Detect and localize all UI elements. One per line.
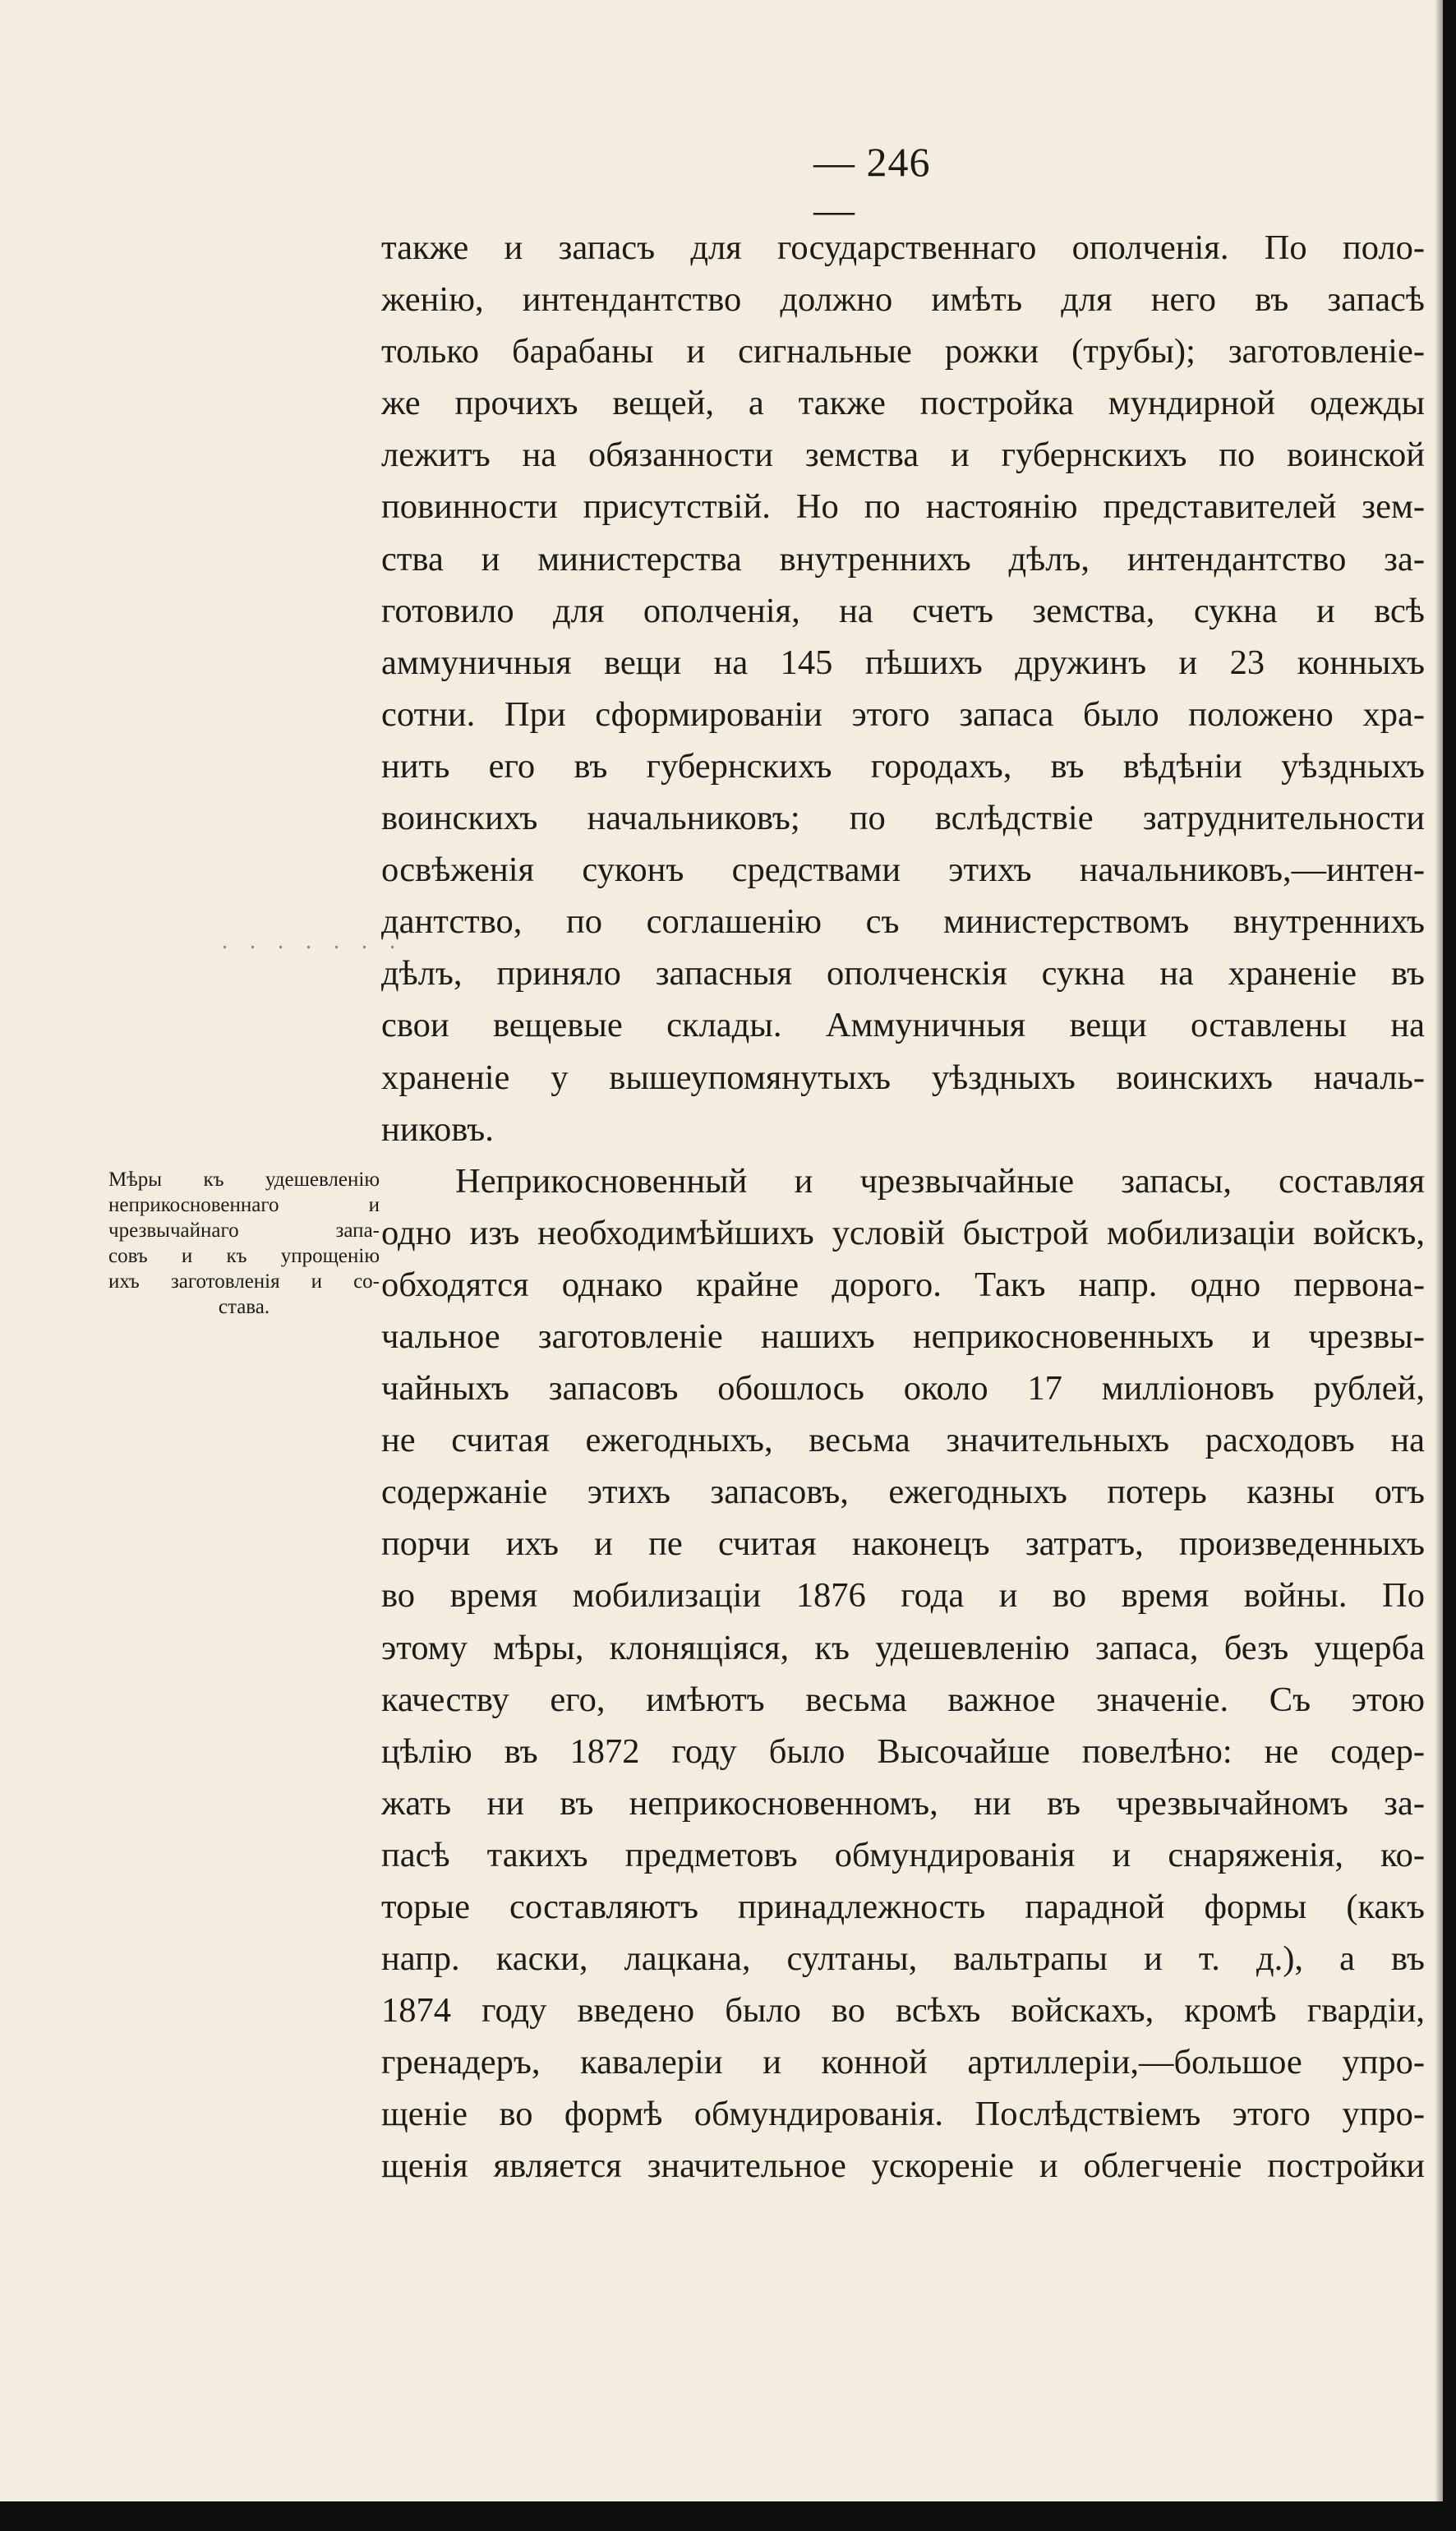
body-text bbox=[381, 222, 1425, 2192]
text-line: не считая ежегодныхъ, весьма значительныхъ расходовъ на bbox=[381, 1421, 1425, 1460]
text-line: лежитъ на обязанности земства и губернскихъ по воинской bbox=[381, 436, 1425, 475]
text-line: чальное заготовленіе нашихъ неприкосновенныхъ и чрезвы- bbox=[381, 1316, 1425, 1356]
text-line: дѣлъ, приняло запасныя ополченскія сукна на храненіе въ bbox=[381, 954, 1425, 993]
text-line: освѣженія суконъ средствами этихъ начальниковъ,—интен- bbox=[381, 851, 1425, 890]
page-number: — 246 — bbox=[813, 139, 931, 233]
margin-note-line: ихъ заготовленія и со- bbox=[108, 1270, 380, 1293]
text-line: обходятся однако крайне дорого. Такъ напр. одно первона- bbox=[381, 1265, 1425, 1304]
margin-note-line: става. bbox=[218, 1296, 270, 1318]
text-line: напр. каски, лацкана, султаны, вальтрапы и т. д.), а въ bbox=[381, 1939, 1425, 1979]
text-line: готовило для ополченія, на счетъ земства, сукна и всѣ bbox=[381, 591, 1425, 630]
text-line: одно изъ необходимѣйшихъ условій быстрой мобилизаціи войскъ, bbox=[381, 1213, 1425, 1252]
text-line: пасѣ такихъ предметовъ обмундированія и снаряженія, ко- bbox=[381, 1835, 1425, 1874]
text-line: 1874 году введено было во всѣхъ войскахъ, кромѣ гвардіи, bbox=[381, 1991, 1425, 2031]
margin-note-line: неприкосновеннаго и bbox=[108, 1194, 380, 1216]
text-line: качеству его, имѣютъ весьма важное значеніе. Съ этою bbox=[381, 1680, 1425, 1719]
text-line: храненіе у вышеупомянутыхъ уѣздныхъ воинскихъ началь- bbox=[381, 1058, 1425, 1097]
margin-dots: . . . . . . . bbox=[222, 929, 403, 954]
text-line: порчи ихъ и пе считая наконецъ затратъ, произведенныхъ bbox=[381, 1524, 1425, 1564]
text-line: сотни. При сформированіи этого запаса было положено хра- bbox=[381, 694, 1425, 734]
text-line: женію, интендантство должно имѣть для него въ запасѣ bbox=[381, 280, 1425, 320]
text-line: свои вещевые склады. Аммуничныя вещи оставлены на bbox=[381, 1006, 1425, 1045]
text-line: никовъ. bbox=[381, 1109, 494, 1149]
text-line: щеніе во формѣ обмундированія. Послѣдствіемъ этого упро- bbox=[381, 2095, 1425, 2134]
text-line: также и запасъ для государственнаго ополченія. По поло- bbox=[381, 228, 1425, 267]
text-line: гренадеръ, кавалеріи и конной артиллеріи,—большое упро- bbox=[381, 2043, 1425, 2082]
text-line: во время мобилизаціи 1876 года и во время войны. По bbox=[381, 1576, 1425, 1616]
text-line: Неприкосновенный и чрезвычайные запасы, составляя bbox=[455, 1161, 1425, 1201]
text-line: содержаніе этихъ запасовъ, ежегодныхъ потерь казны отъ bbox=[381, 1473, 1425, 1512]
text-line: же прочихъ вещей, а также постройка мундирной одежды bbox=[381, 384, 1425, 423]
text-line: цѣлію въ 1872 году было Высочайше повелѣно: не содер- bbox=[381, 1731, 1425, 1771]
text-line: повинности присутствій. Но по настоянію представителей зем- bbox=[381, 487, 1425, 527]
text-line: жать ни въ неприкосновенномъ, ни въ чрезвычайномъ за- bbox=[381, 1783, 1425, 1823]
text-line: дантство, по соглашенію съ министерствомъ внутреннихъ bbox=[381, 902, 1425, 942]
page-edge-shadow bbox=[1435, 0, 1443, 2501]
text-line: воинскихъ начальниковъ; по вслѣдствіе затруднительности bbox=[381, 799, 1425, 838]
text-line: чайныхъ запасовъ обошлось около 17 милліоновъ рублей, bbox=[381, 1369, 1425, 1408]
text-line: щенія является значительное ускореніе и облегченіе постройки bbox=[381, 2146, 1425, 2186]
text-line: аммуничныя вещи на 145 пѣшихъ дружинъ и 23 конныхъ bbox=[381, 643, 1425, 682]
margin-note-line: чрезвычайнаго запа- bbox=[108, 1219, 380, 1242]
text-line: нить его въ губернскихъ городахъ, въ вѣдѣніи уѣздныхъ bbox=[381, 746, 1425, 786]
text-line: ства и министерства внутреннихъ дѣлъ, интендантство за- bbox=[381, 539, 1425, 579]
margin-note-line: совъ и къ упрощенію bbox=[108, 1245, 380, 1267]
text-line: только барабаны и сигнальные рожки (трубы); заготовленіе- bbox=[381, 332, 1425, 371]
text-line: торые составляютъ принадлежность парадной формы (какъ bbox=[381, 1888, 1425, 1926]
text-line: этому мѣры, клонящіяся, къ удешевленію запаса, безъ ущерба bbox=[381, 1628, 1425, 1667]
margin-note bbox=[108, 1167, 380, 1320]
margin-note-line: Мѣры къ удешевленію bbox=[108, 1169, 380, 1191]
